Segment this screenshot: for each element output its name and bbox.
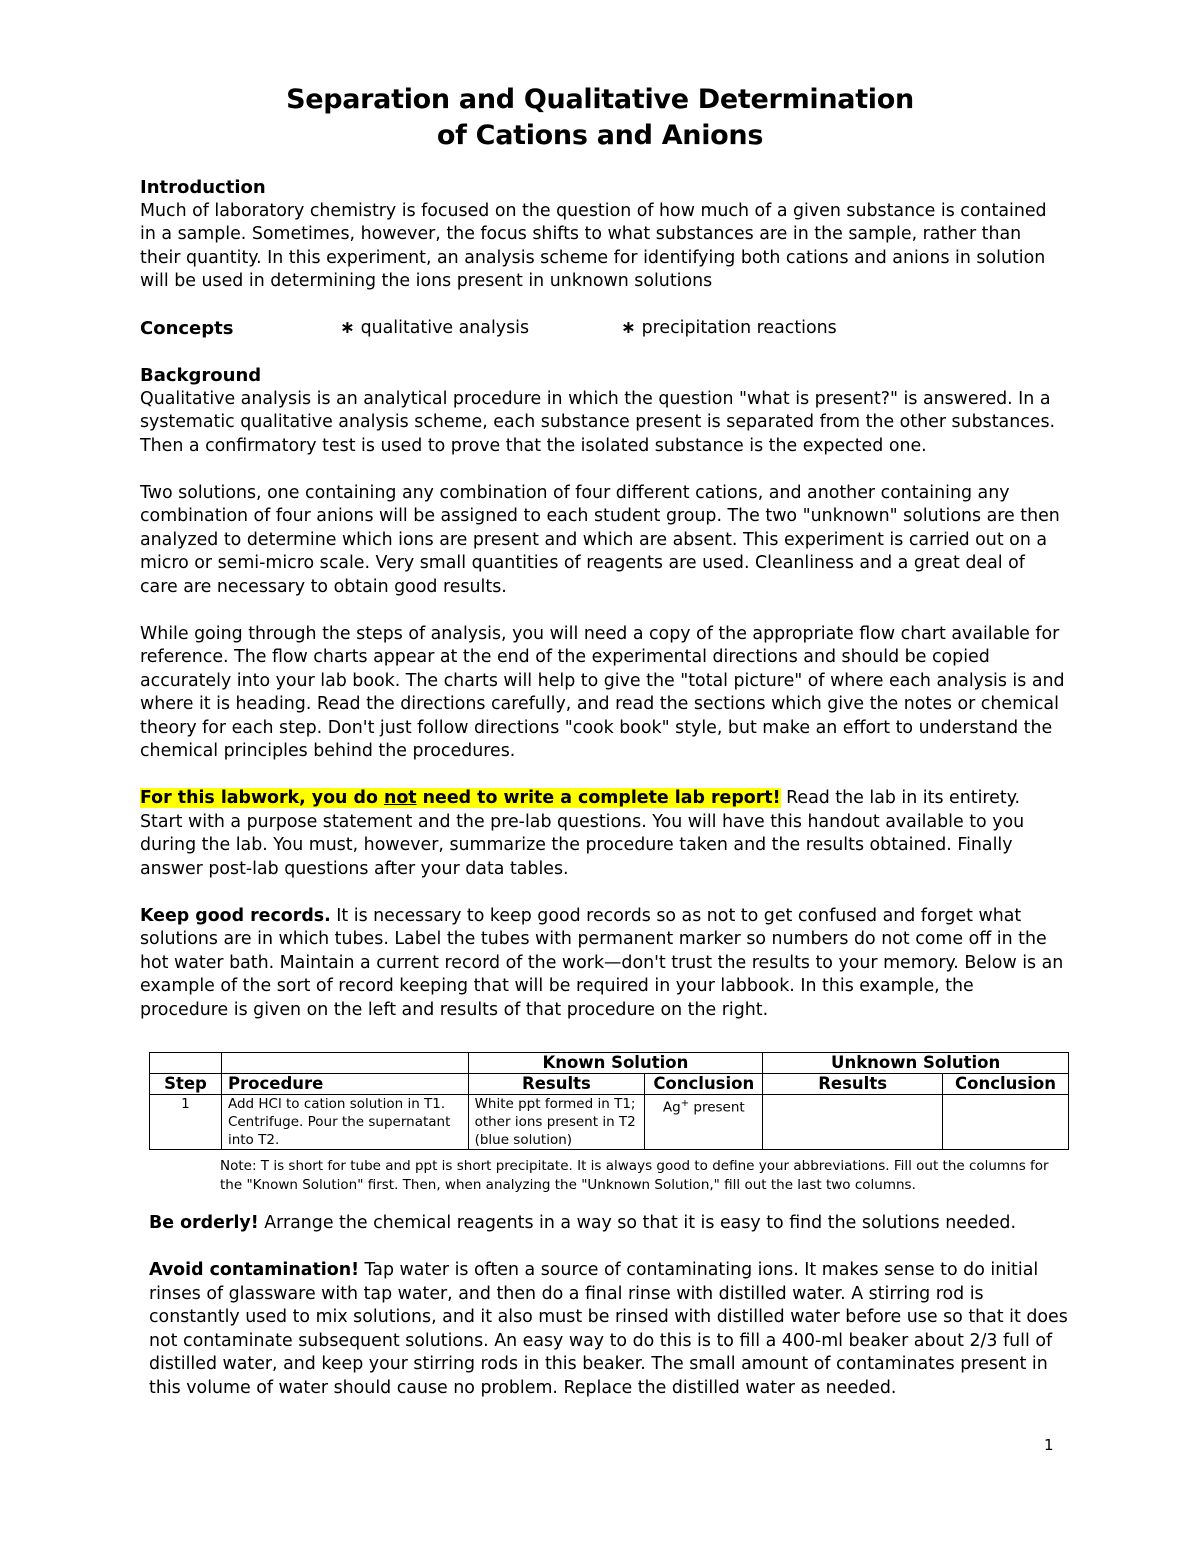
concepts-row bbox=[140, 317, 1065, 341]
records-heading: Keep good records. bbox=[140, 905, 331, 926]
introduction-heading: Introduction bbox=[140, 177, 266, 198]
concepts-heading: Concepts bbox=[140, 318, 234, 339]
table-note: Note: T is short for tube and ppt is short precipitate. It is always good to define your abbreviations. Fill out the columns for the "Known Solution" first. Then, when analyzing the "Unknown Solution," fill out the last two columns. bbox=[220, 1158, 1049, 1193]
contamination-heading: Avoid contamination! bbox=[149, 1260, 360, 1280]
known-results-cell: White ppt formed in T1; other ions present in T2 (blue solution) bbox=[468, 1095, 645, 1150]
known-conclusion-header: Conclusion bbox=[645, 1074, 763, 1095]
known-solution-header: Known Solution bbox=[468, 1053, 763, 1074]
main-content bbox=[140, 176, 1065, 1022]
table-column-header-row bbox=[150, 1074, 1069, 1095]
background-heading: Background bbox=[140, 365, 262, 386]
contamination-paragraph: Avoid contamination! Tap water is often a source of contaminating ions. It makes sense to do initial rinses of glassware with tap water, and then do a final rinse with distilled water. A stirring rod is constantly used to mix solutions, and it also must be rinsed with distilled water before use so that it does not contaminate subsequent solutions. An easy way to do this is to fill a 400-ml beaker about 2/3 full of distilled water, and keep your stirring rods in this beaker. The small amount of contaminates present in this volume of water should cause no problem. Replace the distilled water as needed. bbox=[149, 1260, 1068, 1398]
step-header: Step bbox=[150, 1074, 222, 1095]
records-paragraph: Keep good records. It is necessary to keep good records so as not to get confused and forget what solutions are in which tubes. Label the tubes with permanent marker so numbers do not come off in the hot water bath. Maintain a current record of the work—don't trust the results to your memory. Below is an example of the sort of record keeping that will be required in your labbook. In this example, the procedure is given on the left and results of that procedure on the right. bbox=[140, 905, 1064, 1020]
introduction-text: Much of laboratory chemistry is focused on the question of how much of a given substance is contained in a sample. Sometimes, however, the focus shifts to what substances are in the sample, rather than their quantity. In this experiment, an analysis scheme for identifying both cations and anions in solution will be used in determining the ions present in unknown solutions bbox=[140, 200, 1047, 291]
document-title-line-1: Separation and Qualitative Determination bbox=[286, 84, 914, 115]
secondary-content bbox=[149, 1212, 1069, 1400]
orderly-heading: Be orderly! bbox=[149, 1213, 259, 1233]
table-group-header-row bbox=[150, 1053, 1069, 1074]
unknown-results-header: Results bbox=[763, 1074, 943, 1095]
record-keeping-table bbox=[149, 1052, 1069, 1150]
background-paragraph-1: Qualitative analysis is an analytical procedure in which the question "what is present?" is answered. In a systematic qualitative analysis scheme, each substance present is separated from the other substances. Then a confirmatory test is used to prove that the isolated substance is the expected one. bbox=[140, 388, 1056, 456]
bullet-star-icon: ∗ bbox=[621, 318, 636, 338]
concept-item: ∗ precipitation reactions bbox=[621, 318, 837, 338]
unknown-conclusion-header: Conclusion bbox=[943, 1074, 1069, 1095]
unknown-results-cell bbox=[763, 1095, 943, 1150]
unknown-conclusion-cell bbox=[943, 1095, 1069, 1150]
concept-item: ∗ qualitative analysis bbox=[340, 318, 530, 338]
labwork-highlight: For this labwork, you do not need to write a complete lab report! bbox=[140, 788, 781, 808]
orderly-paragraph: Be orderly! Arrange the chemical reagents in a way so that it is easy to find the solutions needed. bbox=[149, 1213, 1016, 1233]
document-title-line-2: of Cations and Anions bbox=[436, 120, 764, 151]
procedure-header: Procedure bbox=[221, 1074, 468, 1095]
table-row bbox=[150, 1095, 1069, 1150]
page-number: 1 bbox=[1044, 1436, 1054, 1454]
unknown-solution-header: Unknown Solution bbox=[763, 1053, 1069, 1074]
procedure-cell: Add HCl to cation solution in T1. Centrifuge. Pour the supernatant into T2. bbox=[221, 1095, 468, 1150]
step-cell: 1 bbox=[150, 1095, 222, 1150]
known-results-header: Results bbox=[468, 1074, 645, 1095]
bullet-star-icon: ∗ bbox=[340, 318, 355, 338]
labwork-paragraph: For this labwork, you do not need to write a complete lab report! Read the lab in its entirety. Start with a purpose statement and the pre-lab questions. You will have this handout available to you during the lab. You must, however, summarize the procedure taken and the results obtained. Finally answer post-lab questions after your data tables. bbox=[140, 788, 1025, 879]
background-paragraph-2: Two solutions, one containing any combination of four different cations, and another containing any combination of four anions will be assigned to each student group. The two "unknown" solutions are then analyzed to determine which ions are present and which are absent. This experiment is carried out on a micro or semi-micro scale. Very small quantities of reagents are used. Cleanliness and a great deal of care are necessary to obtain good results. bbox=[140, 482, 1060, 597]
known-conclusion-cell: Ag+ present bbox=[645, 1095, 763, 1150]
background-paragraph-3: While going through the steps of analysis, you will need a copy of the appropriate flow chart available for reference. The flow charts appear at the end of the experimental directions and should be copied accurately into your lab book. The charts will help to give the "total picture" of where each analysis is and where it is heading. Read the directions carefully, and read the sections which give the notes or chemical theory for each step. Don't just follow directions "cook book" style, but make an effort to understand the chemical principles behind the procedures. bbox=[140, 623, 1065, 761]
